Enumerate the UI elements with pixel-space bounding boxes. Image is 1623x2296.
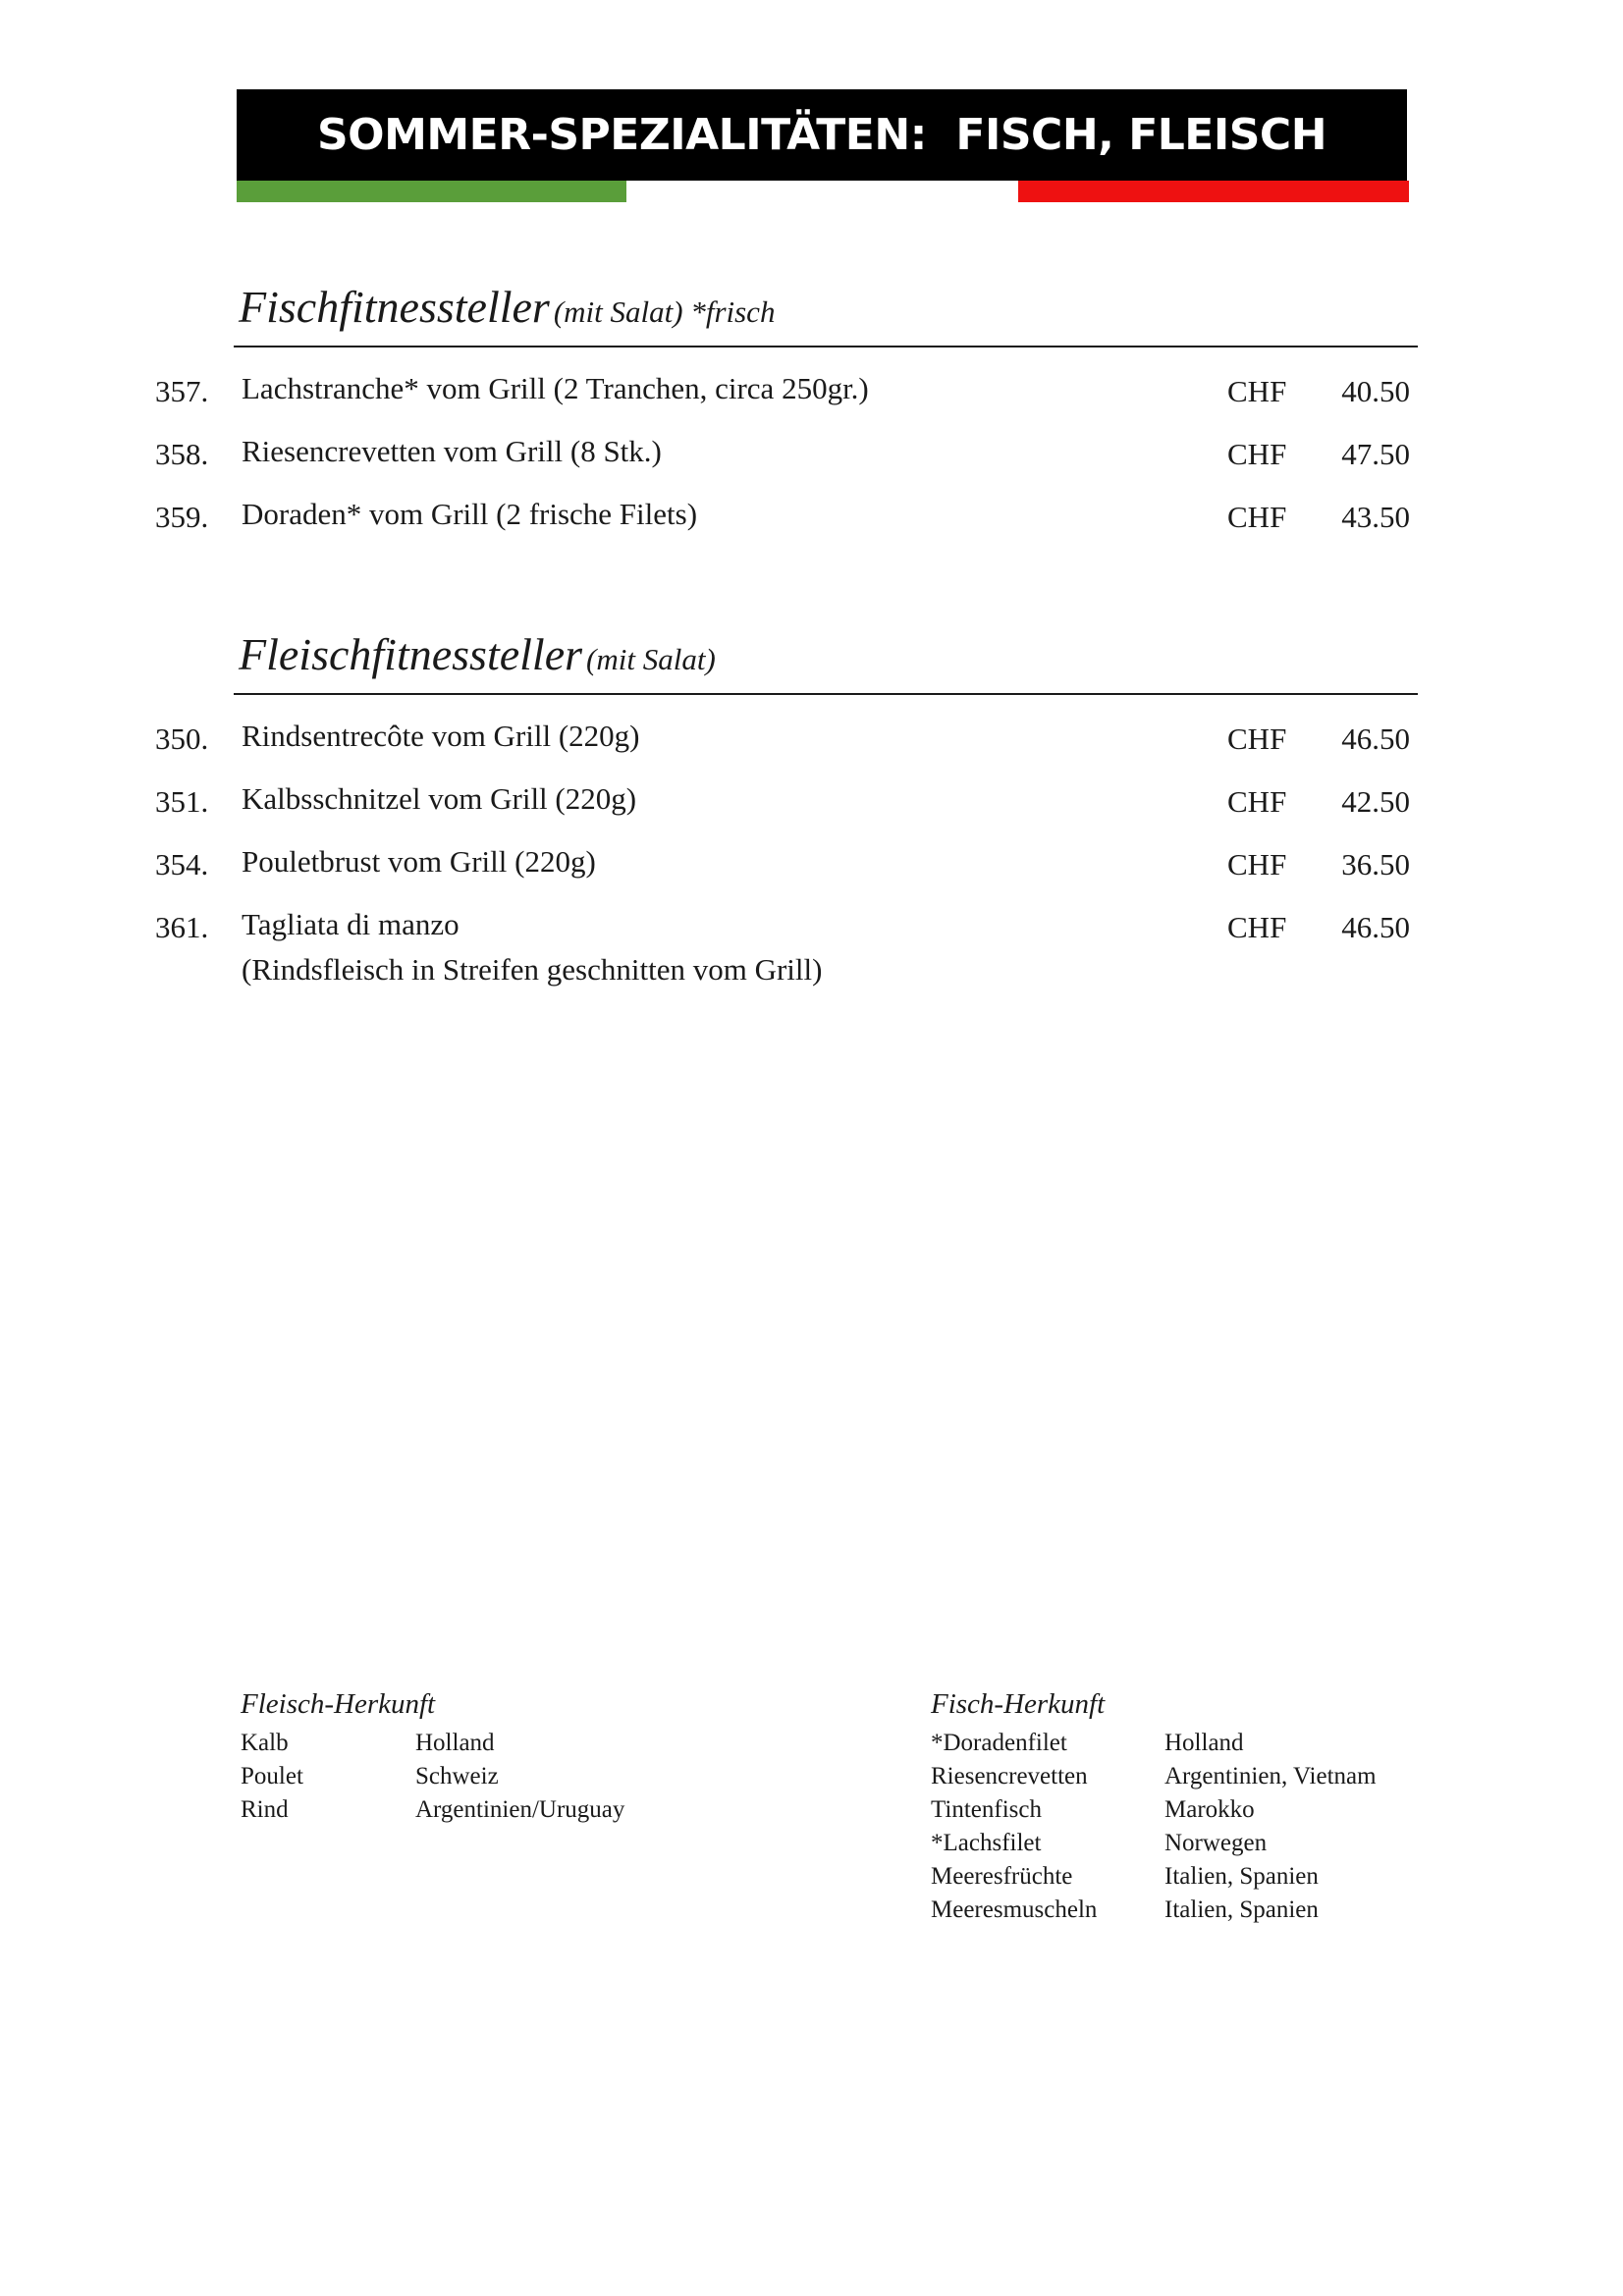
- origin-country: Norwegen: [1164, 1830, 1268, 1856]
- section-title-fish: [239, 281, 775, 333]
- item-price: 36.50: [1341, 847, 1410, 881]
- item-number: 358.: [155, 437, 209, 471]
- item-price: 43.50: [1341, 500, 1410, 534]
- item-currency: CHF: [1227, 374, 1287, 408]
- item-name: Tagliata di manzo: [242, 907, 460, 941]
- section-title: Fischfitnessteller: [239, 282, 550, 332]
- item-currency: CHF: [1227, 500, 1287, 534]
- origin-item: Riesencrevetten: [931, 1763, 1088, 1789]
- item-name: Kalbsschnitzel vom Grill (220g): [242, 781, 637, 816]
- origin-item: Poulet: [241, 1763, 303, 1789]
- green-stripe: [237, 181, 626, 202]
- item-number: 351.: [155, 784, 209, 819]
- fish-origin-table: [931, 1688, 1377, 1923]
- origin-country: Schweiz: [415, 1763, 499, 1789]
- origin-country: Holland: [415, 1730, 495, 1756]
- item-price: 47.50: [1341, 437, 1410, 471]
- item-currency: CHF: [1227, 784, 1287, 819]
- item-currency: CHF: [1227, 437, 1287, 471]
- section-divider: [234, 346, 1418, 347]
- meat-origin-table: [241, 1688, 625, 1823]
- origin-country: Italien, Spanien: [1164, 1896, 1319, 1923]
- origin-country: Italien, Spanien: [1164, 1863, 1319, 1890]
- item-name: Rindsentrecôte vom Grill (220g): [242, 719, 640, 753]
- origin-item: Rind: [241, 1796, 289, 1823]
- item-price: 40.50: [1341, 374, 1410, 408]
- section-subtitle: (mit Salat) *frisch: [553, 294, 776, 329]
- item-currency: CHF: [1227, 847, 1287, 881]
- origin-item: *Lachsfilet: [931, 1830, 1042, 1856]
- origin-country: Marokko: [1164, 1796, 1255, 1823]
- item-name: Lachstranche* vom Grill (2 Tranchen, circa 250gr.): [242, 371, 869, 405]
- item-number: 354.: [155, 847, 209, 881]
- item-currency: CHF: [1227, 721, 1287, 756]
- origin-item: *Doradenfilet: [931, 1730, 1067, 1756]
- item-name: Riesencrevetten vom Grill (8 Stk.): [242, 434, 662, 468]
- meat-origin-title: Fleisch-Herkunft: [241, 1688, 436, 1720]
- section-title-meat: [239, 628, 716, 680]
- item-number: 357.: [155, 374, 209, 408]
- section-title: Fleischfitnessteller: [239, 629, 583, 679]
- item-description: (Rindsfleisch in Streifen geschnitten vom Grill): [242, 952, 823, 987]
- red-stripe: [1018, 181, 1409, 202]
- item-number: 361.: [155, 910, 209, 944]
- item-number: 350.: [155, 721, 209, 756]
- origin-item: Tintenfisch: [931, 1796, 1042, 1823]
- section-divider: [234, 693, 1418, 695]
- item-number: 359.: [155, 500, 209, 534]
- item-price: 46.50: [1341, 721, 1410, 756]
- section-subtitle: (mit Salat): [586, 642, 716, 676]
- item-price: 42.50: [1341, 784, 1410, 819]
- item-name: Pouletbrust vom Grill (220g): [242, 844, 596, 879]
- origin-item: Meeresfrüchte: [931, 1863, 1073, 1890]
- origin-item: Kalb: [241, 1730, 289, 1756]
- origin-item: Meeresmuscheln: [931, 1896, 1098, 1923]
- item-name: Doraden* vom Grill (2 frische Filets): [242, 497, 698, 531]
- item-price: 46.50: [1341, 910, 1410, 944]
- origin-country: Argentinien/Uruguay: [415, 1796, 625, 1823]
- item-currency: CHF: [1227, 910, 1287, 944]
- page-title: SOMMER-SPEZIALITÄTEN: FISCH, FLEISCH: [237, 89, 1407, 181]
- fish-origin-title: Fisch-Herkunft: [931, 1688, 1106, 1720]
- origin-country: Holland: [1164, 1730, 1244, 1756]
- origin-country: Argentinien, Vietnam: [1164, 1763, 1377, 1789]
